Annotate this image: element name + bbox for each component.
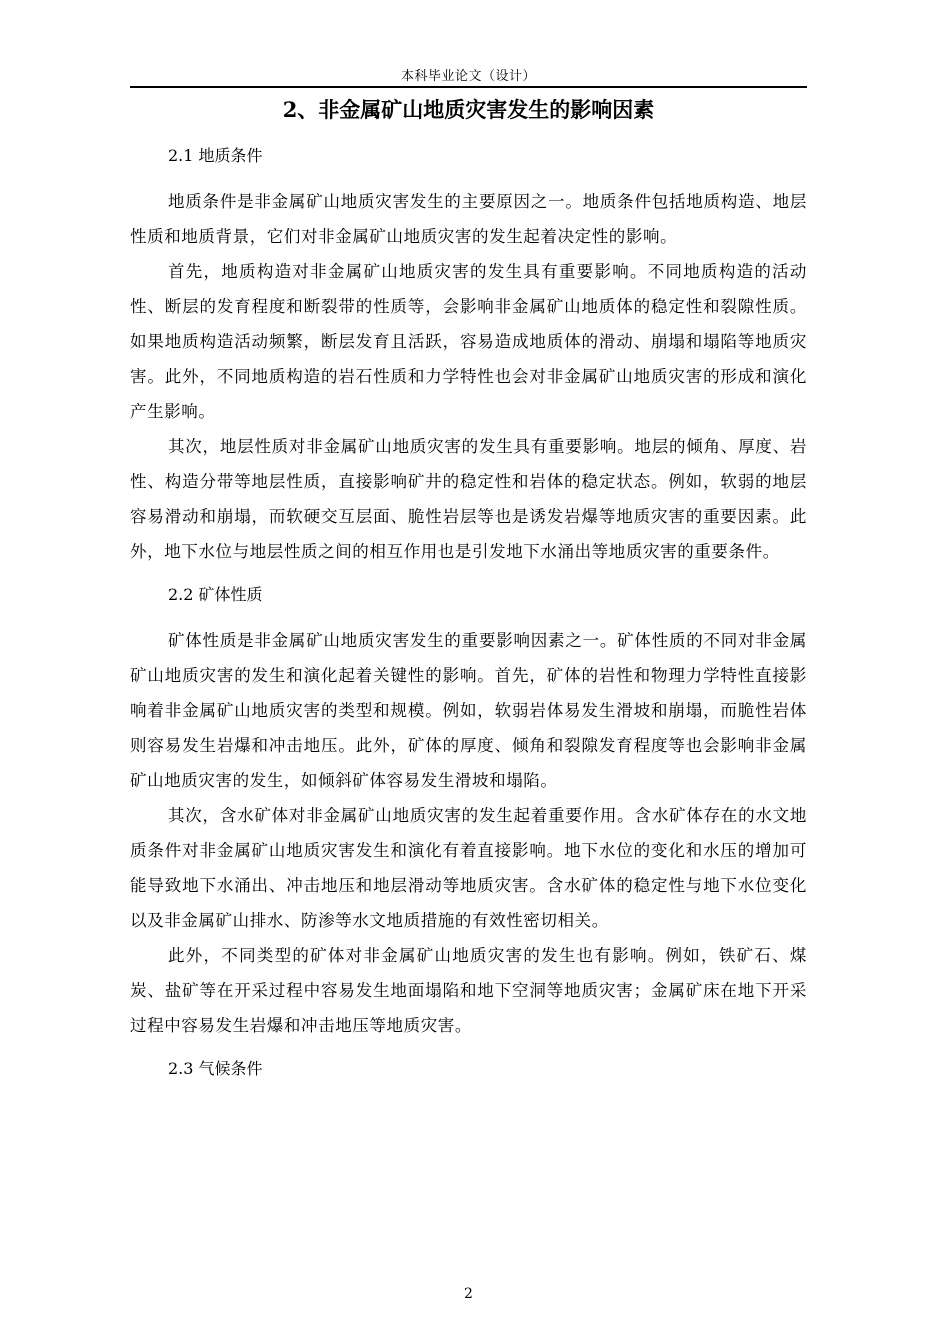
- paragraph: 首先，地质构造对非金属矿山地质灾害的发生具有重要影响。不同地质构造的活动性、断层的发育程度和断裂带的性质等，会影响非金属矿山地质体的稳定性和裂隙性质。如果地质构造活动频繁，断层发育且活跃，容易造成地质体的滑动、崩塌和塌陷等地质灾害。此外，不同地质构造的岩石性质和力学特性也会对非金属矿山地质灾害的形成和演化产生影响。: [130, 262, 807, 421]
- document-body: [130, 142, 807, 1083]
- paragraph: 其次，含水矿体对非金属矿山地质灾害的发生起着重要作用。含水矿体存在的水文地质条件对非金属矿山地质灾害发生和演化有着直接影响。地下水位的变化和水压的增加可能导致地下水涌出、冲击地压和地层滑动等地质灾害。含水矿体的稳定性与地下水位变化以及非金属矿山排水、防渗等水文地质措施的有效性密切相关。: [130, 806, 807, 930]
- chapter-title: 2、非金属矿山地质灾害发生的影响因素: [282, 97, 655, 122]
- page-number: 2: [464, 1286, 473, 1302]
- paragraph: 地质条件是非金属矿山地质灾害发生的主要原因之一。地质条件包括地质构造、地层性质和地质背景，它们对非金属矿山地质灾害的发生起着决定性的影响。: [130, 192, 807, 246]
- page-header: 本科毕业论文（设计）: [400, 69, 536, 84]
- section-heading-2-3: 2.3 气候条件: [168, 1059, 263, 1078]
- paragraph: 矿体性质是非金属矿山地质灾害发生的重要影响因素之一。矿体性质的不同对非金属矿山地质灾害的发生和演化起着关键性的影响。首先，矿体的岩性和物理力学特性直接影响着非金属矿山地质灾害的类型和规模。例如，软弱岩体易发生滑坡和崩塌，而脆性岩体则容易发生岩爆和冲击地压。此外，矿体的厚度、倾角和裂隙发育程度等也会影响非金属矿山地质灾害的发生，如倾斜矿体容易发生滑坡和塌陷。: [130, 631, 807, 790]
- paragraph: 此外，不同类型的矿体对非金属矿山地质灾害的发生也有影响。例如，铁矿石、煤炭、盐矿等在开采过程中容易发生地面塌陷和地下空洞等地质灾害；金属矿床在地下开采过程中容易发生岩爆和冲击地压等地质灾害。: [130, 946, 807, 1035]
- paragraph: 其次，地层性质对非金属矿山地质灾害的发生具有重要影响。地层的倾角、厚度、岩性、构造分带等地层性质，直接影响矿井的稳定性和岩体的稳定状态。例如，软弱的地层容易滑动和崩塌，而软硬交互层面、脆性岩层等也是诱发岩爆等地质灾害的重要因素。此外，地下水位与地层性质之间的相互作用也是引发地下水涌出等地质灾害的重要条件。: [130, 437, 807, 561]
- section-heading-2-1: 2.1 地质条件: [168, 146, 263, 165]
- header-rule: [130, 86, 807, 88]
- section-heading-2-2: 2.2 矿体性质: [168, 585, 263, 604]
